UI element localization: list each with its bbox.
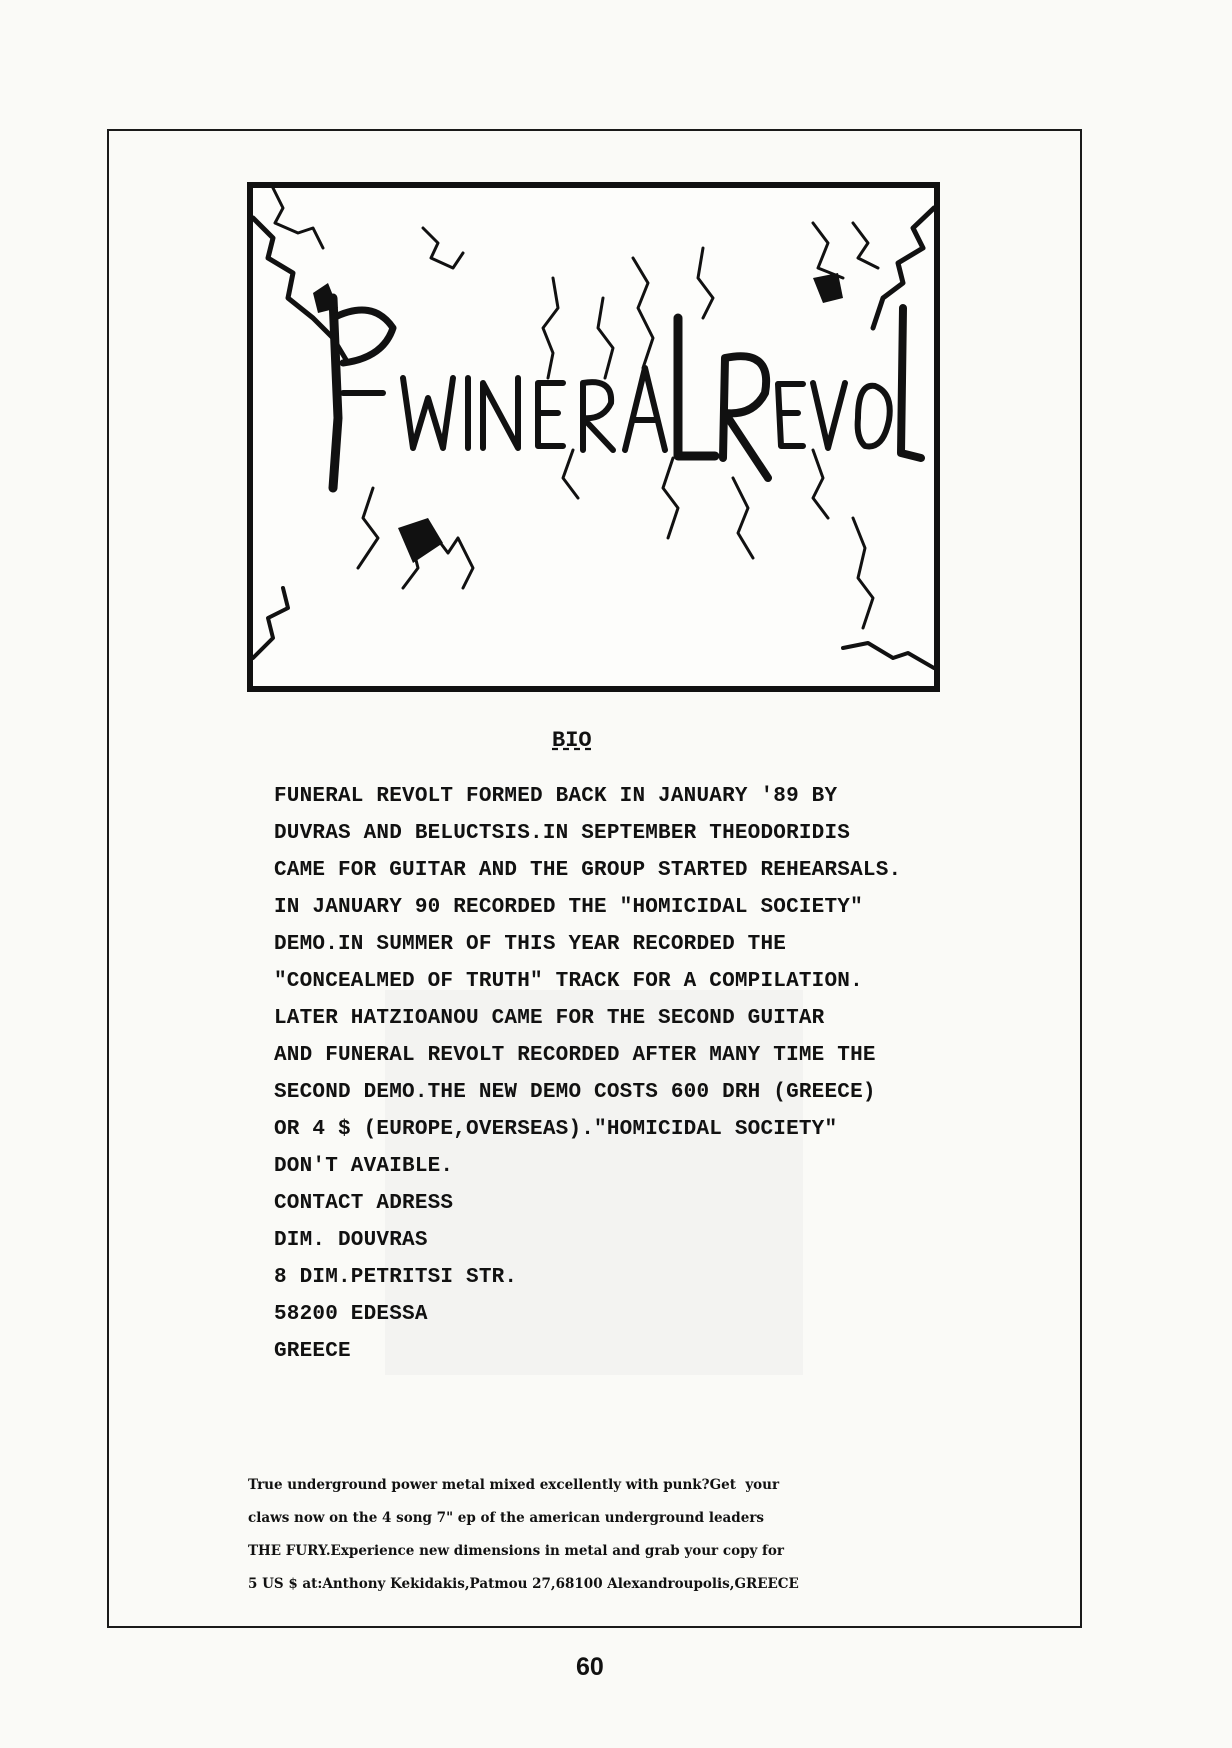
bio-line: SECOND DEMO.THE NEW DEMO COSTS 600 DRH (GREECE) [274,1081,876,1104]
bio-line: OR 4 $ (EUROPE,OVERSEAS)."HOMICIDAL SOCIETY" [274,1118,838,1141]
bio-line: AND FUNERAL REVOLT RECORDED AFTER MANY TIME THE [274,1044,876,1067]
bio-title: BIO [552,728,592,753]
bio-text [274,778,1054,1370]
advertisement [248,1469,948,1601]
bio-line: LATER HATZIOANOU CAME FOR THE SECOND GUITAR [274,1007,825,1030]
band-logo-box [247,182,940,692]
bio-line: IN JANUARY 90 RECORDED THE "HOMICIDAL SOCIETY" [274,896,863,919]
contact-name: DIM. DOUVRAS [274,1229,428,1252]
bio-line: CAME FOR GUITAR AND THE GROUP STARTED REHEARSALS. [274,859,902,882]
contact-country: GREECE [274,1340,351,1363]
contact-city: 58200 EDESSA [274,1303,428,1326]
ad-line: claws now on the 4 song 7" ep of the american underground leaders [248,1510,765,1526]
bio-line: FUNERAL REVOLT FORMED BACK IN JANUARY '89 BY [274,785,838,808]
ad-line: True underground power metal mixed excellently with punk?Get your [248,1477,780,1493]
funeral-revolt-logo [253,188,934,686]
bio-line: DEMO.IN SUMMER OF THIS YEAR RECORDED THE [274,933,787,956]
ad-line: THE FURY.Experience new dimensions in metal and grab your copy for [248,1543,784,1559]
bio-line: DUVRAS AND BELUCTSIS.IN SEPTEMBER THEODORIDIS [274,822,851,845]
contact-heading: CONTACT ADRESS [274,1192,454,1215]
bio-line: "CONCEALMED OF TRUTH" TRACK FOR A COMPILATION. [274,970,863,993]
ad-line: 5 US $ at:Anthony Kekidakis,Patmou 27,68100 Alexandroupolis,GREECE [248,1576,799,1592]
page-number: 60 [576,1653,604,1681]
contact-street: 8 DIM.PETRITSI STR. [274,1266,518,1289]
bio-line: DON'T AVAIBLE. [274,1155,454,1178]
